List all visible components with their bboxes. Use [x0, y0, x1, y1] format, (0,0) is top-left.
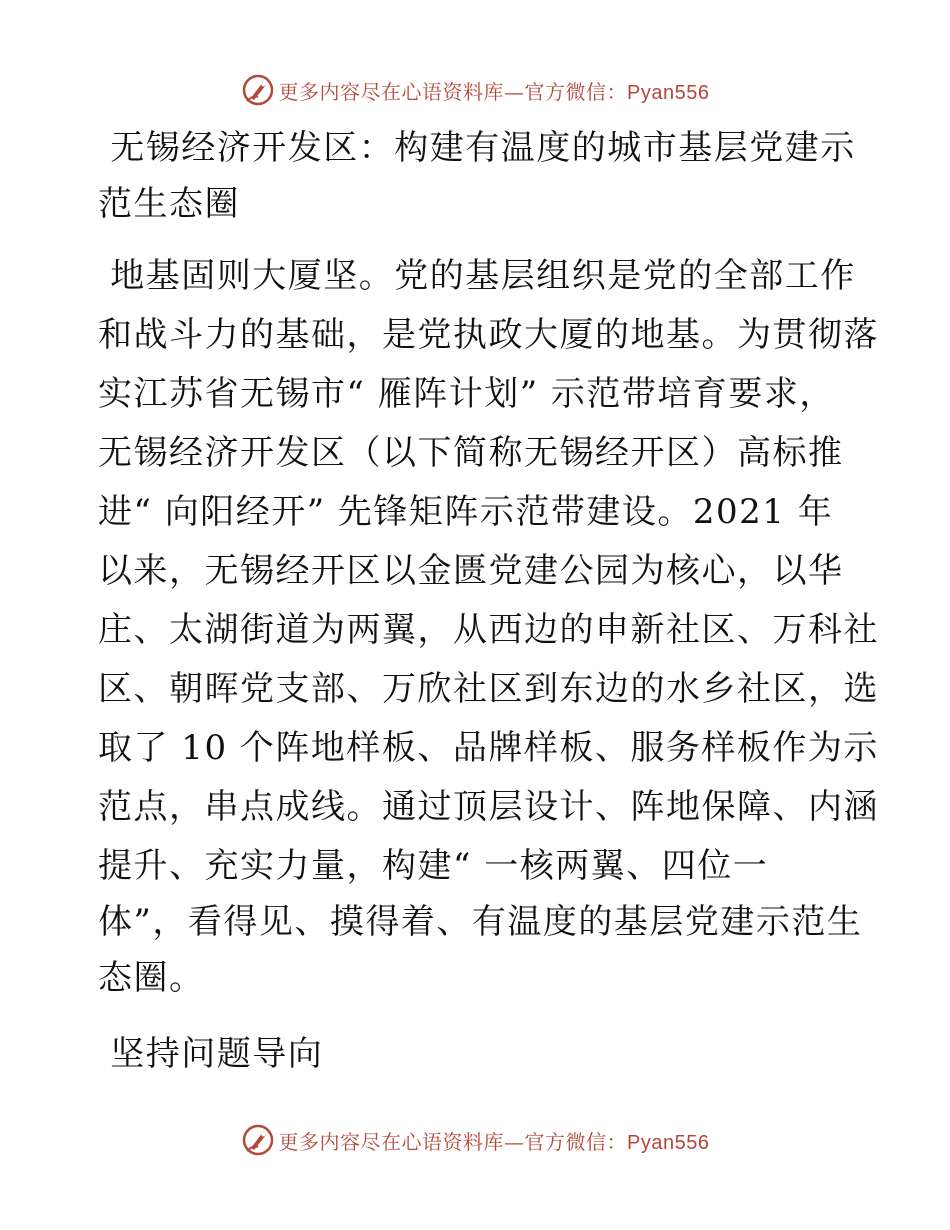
- watermark-contact-id: Pyan556: [627, 1131, 710, 1154]
- body-line: 体”，看得见、摸得着、有温度的基层党建示范生: [98, 902, 863, 942]
- watermark-site-text: 更多内容尽在心语资料库: [278, 79, 505, 104]
- body-line: 取了 10 个阵地样板、品牌样板、服务样板作为示: [98, 728, 879, 768]
- watermark-banner-bottom: [0, 1120, 950, 1160]
- body-line: 提升、充实力量，构建“ 一核两翼、四位一: [98, 846, 769, 886]
- watermark-separator: —: [504, 1129, 525, 1154]
- document-title-line-1: 无锡经济开发区：构建有温度的城市基层党建示: [98, 128, 856, 168]
- body-line: 实江苏省无锡市“ 雁阵计划” 示范带培育要求，: [98, 374, 835, 414]
- watermark-text: [279, 76, 710, 105]
- body-line: 庄、太湖街道为两翼，从西边的申新社区、万科社: [98, 610, 879, 650]
- watermark-text: [279, 1126, 710, 1155]
- pen-nib-circle-icon: [241, 73, 275, 107]
- watermark-contact-label: 官方微信：: [524, 1129, 628, 1154]
- body-line: 进“ 向阳经开” 先锋矩阵示范带建设。2021 年: [98, 492, 834, 532]
- body-line: 态圈。: [98, 958, 205, 998]
- document-title-line-2: 范生态圈: [98, 184, 240, 224]
- body-line: 区、朝晖党支部、万欣社区到东边的水乡社区，选: [98, 669, 879, 709]
- pen-nib-circle-icon: [241, 1123, 275, 1157]
- watermark-site-text: 更多内容尽在心语资料库: [278, 1129, 505, 1154]
- body-line: 以来，无锡经开区以金匮党建公园为核心，以华: [98, 551, 844, 591]
- body-line: 范点，串点成线。通过顶层设计、阵地保障、内涵: [98, 787, 879, 827]
- watermark-contact-id: Pyan556: [627, 81, 710, 104]
- body-line: 地基固则大厦坚。党的基层组织是党的全部工作: [98, 256, 856, 296]
- body-line: 和战斗力的基础，是党执政大厦的地基。为贯彻落: [98, 315, 879, 355]
- watermark-contact-label: 官方微信：: [524, 79, 628, 104]
- section-heading: 坚持问题导向: [98, 1034, 324, 1074]
- body-line: 无锡经济开发区（以下简称无锡经开区）高标推: [98, 433, 844, 473]
- watermark-banner-top: [0, 70, 950, 110]
- watermark-separator: —: [504, 79, 525, 104]
